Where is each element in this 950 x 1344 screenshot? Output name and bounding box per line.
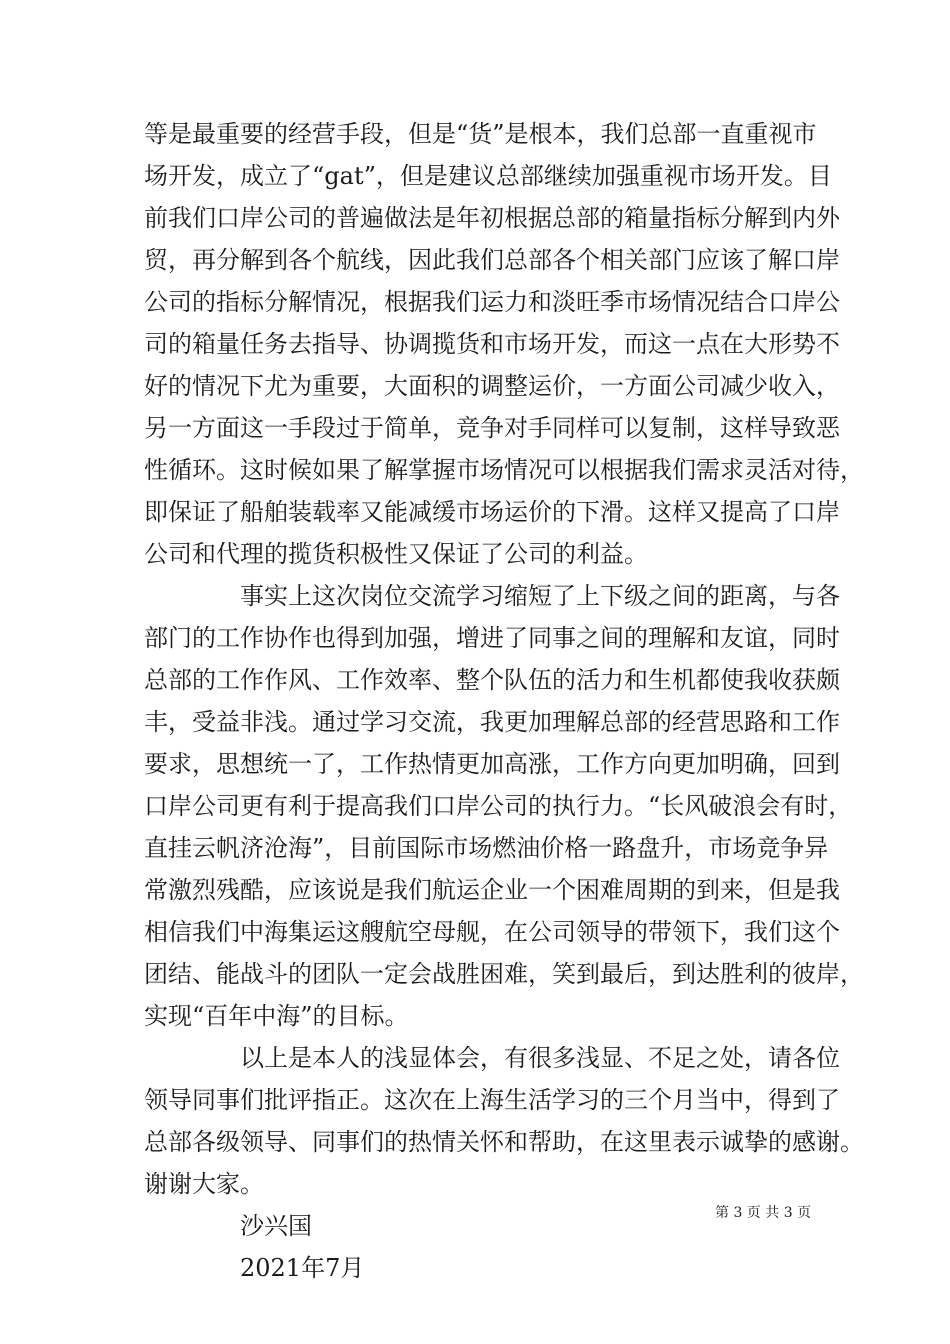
- body-text-line: 谢谢大家。: [144, 1170, 264, 1198]
- body-text-line: 贸，再分解到各个航线，因此我们总部各个相关部门应该了解口岸: [144, 246, 840, 274]
- body-text-line: 司的箱量任务去指导、协调揽货和市场开发，而这一点在大形势不: [144, 330, 840, 358]
- body-text-line: 要求，思想统一了，工作热情更加高涨，工作方向更加明确，回到: [144, 750, 840, 778]
- body-text-line: 口岸公司更有利于提高我们口岸公司的执行力。“长风破浪会有时，: [144, 792, 853, 820]
- body-text-line: 丰，受益非浅。通过学习交流，我更加理解总部的经营思路和工作: [144, 708, 840, 736]
- paragraph-first-line: 事实上这次岗位交流学习缩短了上下级之间的距离，与各: [240, 582, 840, 610]
- body-text-line: 总部的工作作风、工作效率、整个队伍的活力和生机都使我收获颇: [144, 666, 840, 694]
- body-text-line: 等是最重要的经营手段，但是“货”是根本，我们总部一直重视市: [144, 120, 817, 148]
- body-text-line: 团结、能战斗的团队一定会战胜困难，笑到最后，到达胜利的彼岸，: [144, 960, 864, 988]
- body-text-line: 实现“百年中海”的目标。: [144, 1002, 409, 1030]
- signature-date: 2021年7月: [240, 1254, 365, 1282]
- body-text-line: 性循环。这时候如果了解掌握市场情况可以根据我们需求灵活对待，: [144, 456, 864, 484]
- page-number: 第 3 页 共 3 页: [715, 1205, 812, 1221]
- body-text-line: 公司的指标分解情况，根据我们运力和淡旺季市场情况结合口岸公: [144, 288, 840, 316]
- body-text-line: 常激烈残酷，应该说是我们航运企业一个困难周期的到来，但是我: [144, 876, 840, 904]
- body-text-line: 领导同事们批评指正。这次在上海生活学习的三个月当中，得到了: [144, 1086, 840, 1114]
- body-text-line: 部门的工作协作也得到加强，增进了同事之间的理解和友谊，同时: [144, 624, 840, 652]
- body-text-line: 好的情况下尤为重要，大面积的调整运价，一方面公司减少收入，: [144, 372, 840, 400]
- body-text-line: 即保证了船舶装载率又能减缓市场运价的下滑。这样又提高了口岸: [144, 498, 840, 526]
- paragraph-first-line: 以上是本人的浅显体会，有很多浅显、不足之处，请各位: [240, 1044, 840, 1072]
- body-text-line: 总部各级领导、同事们的热情关怀和帮助，在这里表示诚挚的感谢。: [144, 1128, 864, 1156]
- signature-name: 沙兴国: [240, 1212, 312, 1240]
- body-text-line: 直挂云帆济沧海”，目前国际市场燃油价格一路盘升，市场竞争异: [144, 834, 829, 862]
- body-text-line: 场开发，成立了“gat”，但是建议总部继续加强重视市场开发。目: [144, 162, 832, 190]
- body-text-line: 相信我们中海集运这艘航空母舰，在公司领导的带领下，我们这个: [144, 918, 840, 946]
- body-text-line: 公司和代理的揽货积极性又保证了公司的利益。: [144, 540, 648, 568]
- body-text-line: 另一方面这一手段过于简单，竞争对手同样可以复制，这样导致恶: [144, 414, 840, 442]
- body-text-line: 前我们口岸公司的普遍做法是年初根据总部的箱量指标分解到内外: [144, 204, 840, 232]
